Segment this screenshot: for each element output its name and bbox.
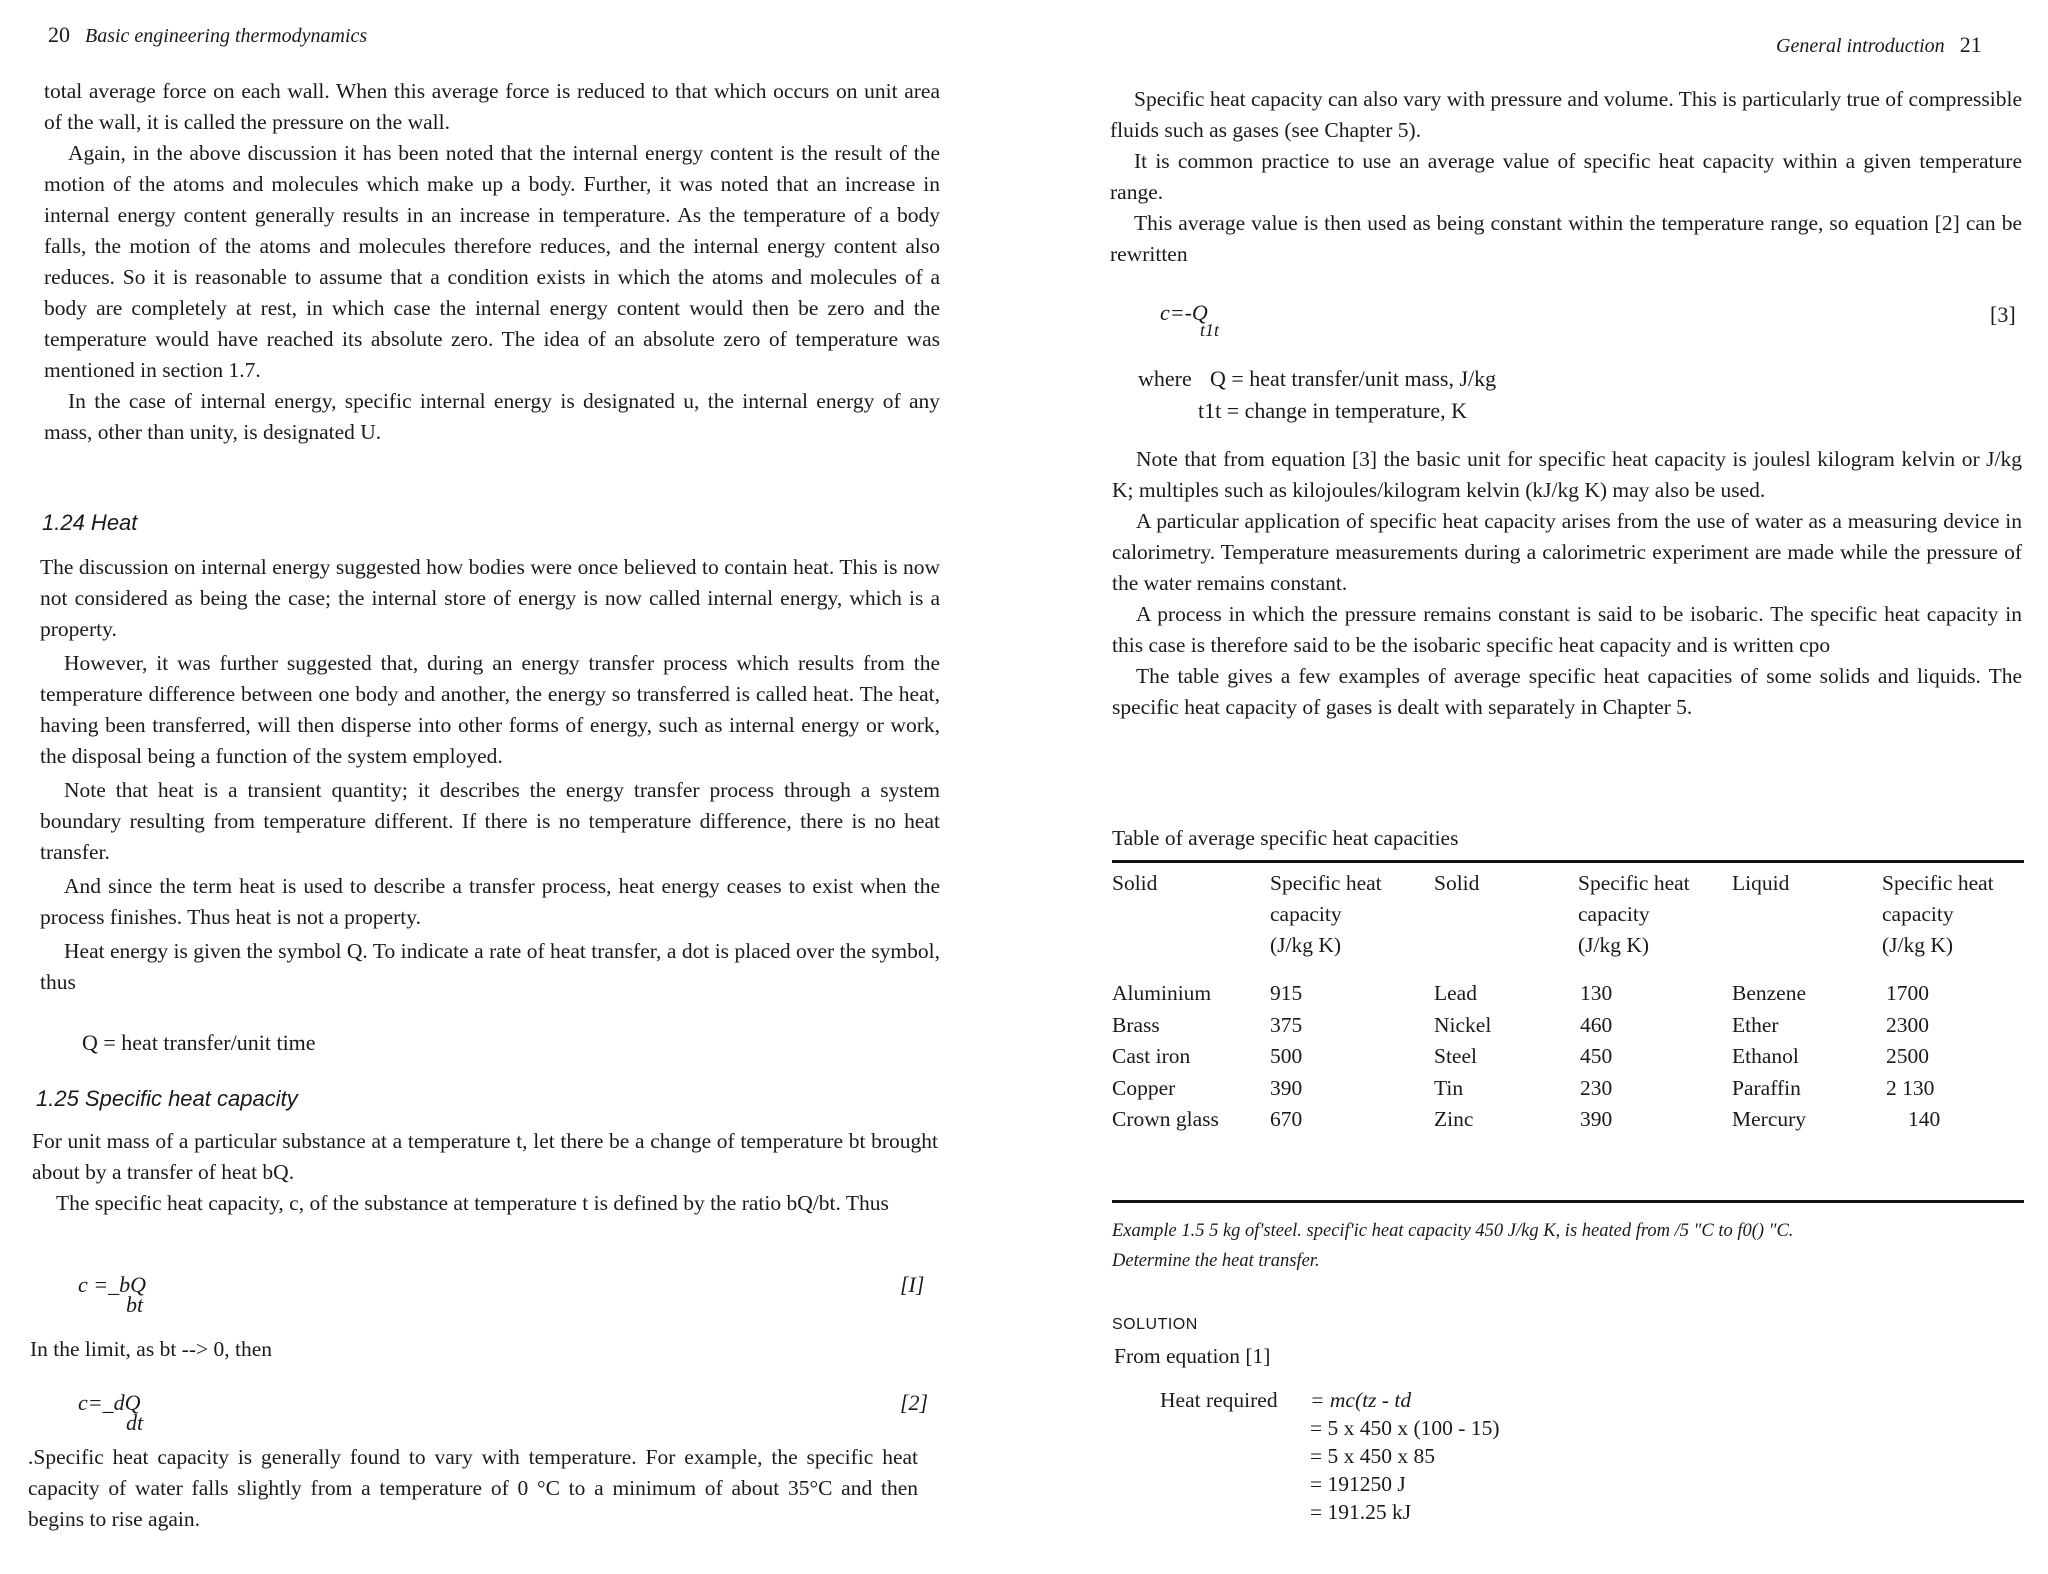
header-text: capacity [1882,902,1954,926]
table-cell: Tin [1434,1075,1464,1100]
table-cell: 2300 [1886,1012,1929,1037]
table-cell: Brass [1112,1012,1160,1037]
table-cell: Ethanol [1732,1044,1799,1068]
header-text: Solid [1434,871,1480,895]
table-header-shc-3 [1882,868,1994,961]
header-text: Specific heat [1270,871,1382,895]
paragraph-text: A particular application of specific heat capacity arises from the use of water as a measuring device in calorimetry. Temperature measurements during a calorimetric experiment are made while the pressure of the water remains constant. [1112,509,2022,595]
heat-required-label: Heat required [1160,1388,1278,1412]
equation-1 [78,1272,146,1317]
equation-denominator: dt [126,1410,144,1435]
table-cell: Copper [1112,1075,1176,1100]
table-cell: 2 130 [1886,1075,1935,1100]
paragraph-text: Heat energy is given the symbol Q. To indicate a rate of heat transfer, a dot is placed over the symbol, thus [40,939,940,994]
equation-number-3: [3] [1990,302,2016,327]
table-cell: 390 [1580,1107,1613,1131]
table-cell: Crown glass [1112,1107,1219,1131]
page-number: 21 [1959,32,1982,57]
header-text: Specific heat [1578,871,1690,895]
paragraph-text: It is common practice to use an average value of specific heat capacity within a given temperature range. [1110,149,2022,204]
header-text: Liquid [1732,871,1790,895]
equation-numerator: c=_dQ [78,1390,141,1415]
table-cell: Zinc [1434,1107,1474,1131]
right-page [1030,0,2048,1574]
left-page [0,0,1000,1574]
paragraph-pressure [44,76,940,448]
table-column-liquids [1732,978,1806,1136]
header-text: (J/kg K) [1270,933,1342,957]
paragraph-text: A process in which the pressure remains constant is said to be isobaric. The specific heat capacity in this case is therefore said to be the isobaric specific heat capacity and is written cpo [1112,602,2022,657]
paragraph-text: Specific heat capacity can also vary with pressure and volume. This is particularly true of compressible fluids such as gases (see Chapter 5). [1110,87,2022,142]
paragraph-text: The discussion on internal energy suggested how bodies were once believed to contain heat. This is now not considered as being the case; the internal store of energy is now called internal energy, which is a property. [40,555,940,641]
section-heading-specific-heat-capacity: 1.25 Specific heat capacity [36,1086,298,1111]
calc-line-5: = 191.25 kJ [1310,1500,1412,1524]
table-cell: 500 [1270,1044,1303,1068]
paragraph-text: Note that heat is a transient quantity; it describes the energy transfer process through a system boundary resulting from temperature different. If there is no temperature difference, there is no heat transfer. [40,778,940,864]
paragraph-text: Note that from equation [3] the basic unit for specific heat capacity is joulesl kilogram kelvin or J/kg K; multiples such as kilojoules/kilogram kelvin (kJ/kg K) may also be used. [1112,447,2022,502]
table-cell: Nickel [1434,1012,1492,1037]
paragraph-text: For unit mass of a particular substance at a temperature t, let there be a change of temperature bt brought about by a transfer of heat bQ. [32,1129,938,1184]
table-cell: 230 [1580,1075,1613,1100]
equation-3 [1160,300,1220,340]
paragraph-temperature-variation: .Specific heat capacity is generally found to vary with temperature. For example, the specific heat capacity of water falls slightly from a temperature of 0 °C to a minimum of about 35°C and then begins to rise again. [28,1445,918,1531]
paragraph-text: And since the term heat is used to describe a transfer process, heat energy ceases to exist when the process finishes. Thus heat is not a property. [40,874,940,929]
table-cell: 1700 [1886,981,1929,1005]
table-cell: 450 [1580,1044,1613,1068]
calc-line-3: = 5 x 450 x 85 [1310,1444,1436,1468]
table-cell: Benzene [1732,981,1807,1005]
example-1-5 [1112,1216,2032,1276]
header-text: Solid [1112,871,1158,895]
paragraph-text: The specific heat capacity, c, of the substance at temperature t is defined by the ratio bQ/bt. Thus [56,1191,889,1215]
equation-numerator: c=-Q [1160,300,1208,325]
table-top-rule [1112,860,2024,863]
heat-section-body [40,552,940,998]
calc-line-4: = 191250 J [1310,1472,1406,1496]
from-equation-line: From equation [1] [1114,1344,1271,1368]
table-bottom-rule [1112,1200,2024,1203]
table-column-values-3 [1886,978,1940,1136]
limit-line: In the limit, as bt --> 0, then [30,1337,273,1361]
table-cell: Aluminium [1112,981,1212,1005]
paragraph-absolute-zero: Again, in the above discussion it has been noted that the internal energy content is the result of the motion of the atoms and molecules which make up a body. Further, it was noted that an increase in internal energy content generally results in an increase in temperature. As the temperature of a body falls, the motion of the atoms and molecules therefore reduces, and the internal energy content also reduces. So it is reasonable to assume that a condition exists in which the atoms and molecules of a body are completely at rest, in which case the internal energy content would then be zero and the temperature would have reached its absolute zero. The idea of an absolute zero of temperature was mentioned in section 1.7. [44,141,940,382]
table-header-shc-1 [1270,868,1382,961]
equation-numerator: c =_bQ [78,1272,146,1297]
q-dot-definition: Q = heat transfer/unit time [82,1030,316,1055]
table-cell: Steel [1434,1044,1477,1068]
table-cell: Cast iron [1112,1044,1191,1068]
table-cell: 2500 [1886,1044,1929,1068]
equation-number-1: [I] [900,1272,925,1297]
table-cell: Paraffin [1732,1075,1801,1100]
running-head-right [1776,32,1982,58]
paragraph-text: This average value is then used as being constant within the temperature range, so equation [2] can be rewritten [1110,211,2022,266]
equation-denominator: t1t [1200,320,1220,340]
example-statement: Example 1.5 5 kg of'steel. specif'ic heat capacity 450 J/kg K, is heated from /5 "C to f0() "C. [1112,1221,1794,1241]
page-number: 20 [48,22,70,47]
where-q-definition: Q = heat transfer/unit mass, J/kg [1210,366,1497,391]
paragraph-text: total average force on each wall. When this average force is reduced to that which occurs on unit area of the wall, it is called the pressure on the wall. [44,79,940,134]
table-column-values-1 [1270,978,1302,1136]
paragraph-text: However, it was further suggested that, during an energy transfer process which results from the temperature difference between one body and another, the energy so transferred is called heat. The heat, having been transferred, will then disperse into other forms of energy, such as internal energy or work, the disposal being a function of the system employed. [40,651,940,768]
table-cell: Mercury [1732,1107,1807,1131]
running-head-left [48,22,367,48]
section-heading-heat: 1.24 Heat [42,510,138,535]
where-dt-definition: t1t = change in temperature, K [1198,398,1467,423]
shc-section-body [32,1126,938,1219]
calc-line-2: = 5 x 450 x (100 - 15) [1310,1416,1500,1440]
header-text: (J/kg K) [1882,933,1954,957]
unit-paragraphs [1112,444,2022,723]
variation-paragraphs [1110,84,2022,270]
paragraph-text: The table gives a few examples of average specific heat capacities of some solids and liquids. The specific heat capacity of gases is dealt with separately in Chapter 5. [1112,664,2022,719]
table-cell: 140 [1908,1107,1941,1131]
table-caption: Table of average specific heat capacities [1112,826,1459,850]
calc-line-1: = mc(tz - td [1310,1388,1412,1412]
table-column-values-2 [1580,978,1612,1136]
table-column-solids-2 [1434,978,1491,1136]
table-cell: 460 [1580,1012,1613,1037]
table-cell: 670 [1270,1107,1303,1131]
table-cell: Ether [1732,1012,1779,1037]
table-header-solid [1112,868,1157,899]
table-header-liquid [1732,868,1789,899]
table-column-solids [1112,978,1219,1136]
book-title: Basic engineering thermodynamics [85,25,368,47]
where-prefix: where [1138,366,1192,391]
table-cell: 375 [1270,1012,1303,1037]
table-cell: 130 [1580,981,1613,1005]
header-text: capacity [1270,902,1342,926]
table-header-solid-2 [1434,868,1479,899]
equation-denominator: bt [126,1292,144,1317]
example-question: Determine the heat transfer. [1112,1251,1320,1271]
equation-number-2: [2] [900,1390,929,1415]
header-text: Specific heat [1882,871,1994,895]
table-cell: 390 [1270,1075,1303,1100]
table-header-shc-2 [1578,868,1690,961]
table-cell: 915 [1270,981,1303,1005]
equation-2 [78,1390,144,1435]
header-text: capacity [1578,902,1650,926]
solution-heading: SOLUTION [1112,1316,1198,1333]
paragraph-internal-energy: In the case of internal energy, specific internal energy is designated u, the internal energy of any mass, other than unity, is designated U. [44,389,940,444]
header-text: (J/kg K) [1578,933,1650,957]
chapter-title: General introduction [1776,35,1945,57]
table-cell: Lead [1434,981,1477,1005]
